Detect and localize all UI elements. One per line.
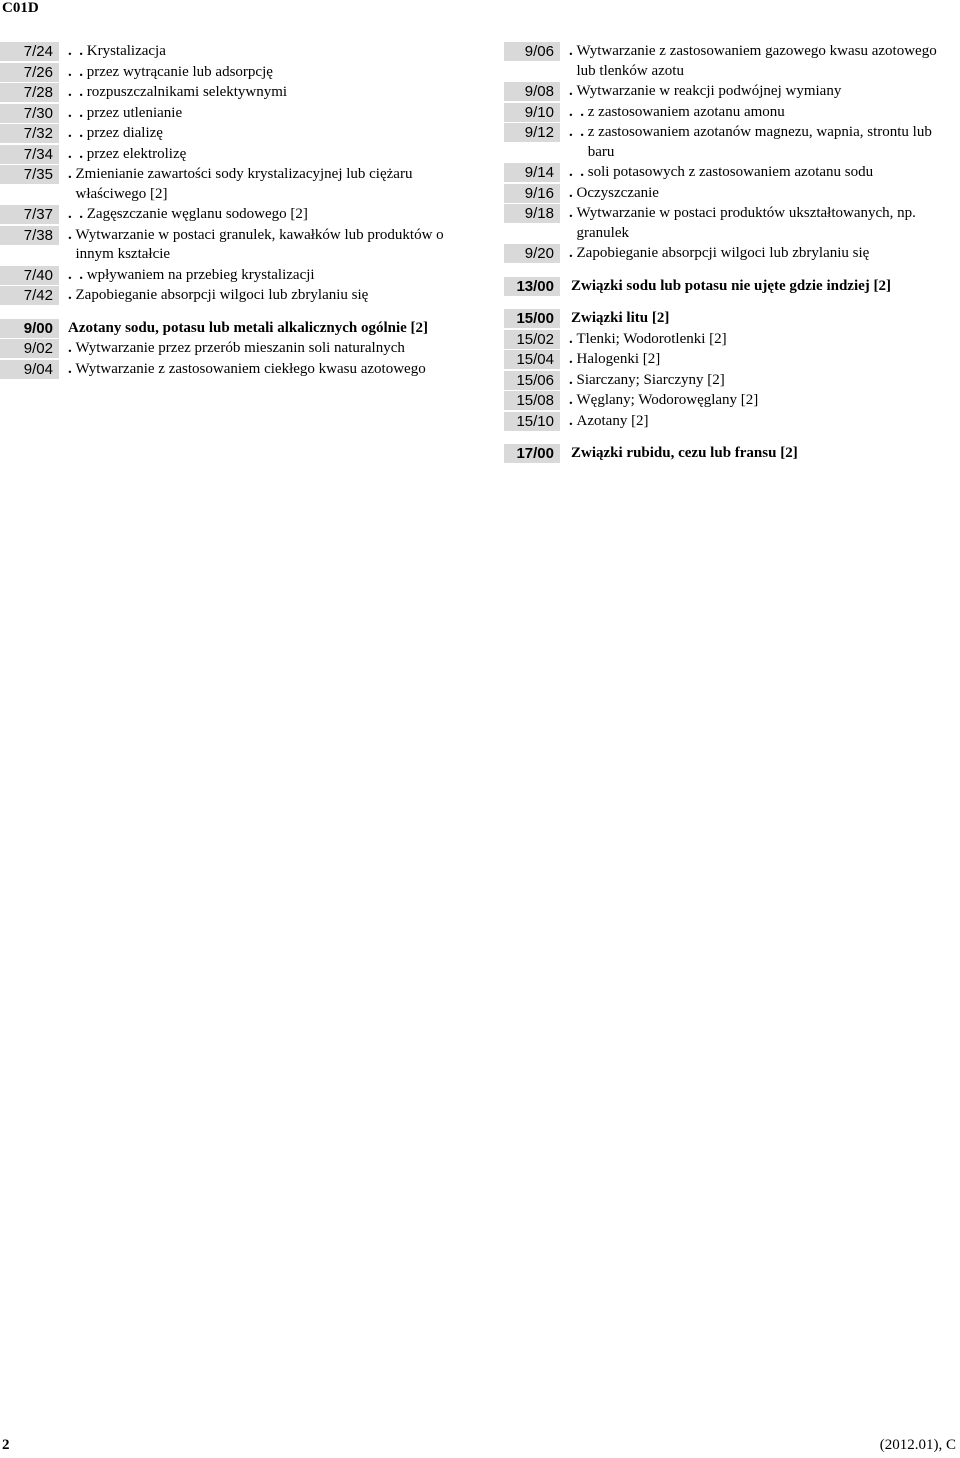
- entry-title: [560, 412, 958, 432]
- classification-entry: [504, 330, 958, 350]
- entry-code: 15/00: [504, 309, 560, 328]
- entry-title: [560, 184, 958, 204]
- entry-text: przez elektrolizę: [86, 145, 187, 162]
- entry-title: [59, 145, 450, 165]
- entry-code: 13/00: [504, 277, 560, 296]
- entry-text: Wytwarzanie z zastosowaniem gazowego kwasu azotowego lub tlenków azotu: [576, 43, 937, 79]
- entry-title: [59, 165, 450, 204]
- entry-code: 7/32: [0, 124, 59, 143]
- entry-code: 9/10: [504, 103, 560, 122]
- indent-dots: .: [569, 184, 577, 201]
- entry-title: [560, 244, 958, 264]
- indent-dots: .: [569, 371, 577, 388]
- entry-text: Wytwarzanie w postaci granulek, kawałków lub produktów o innym kształcie: [75, 226, 444, 262]
- entry-text: z zastosowaniem azotanów magnezu, wapnia, strontu lub baru: [587, 124, 932, 160]
- entry-text: Krystalizacja: [86, 43, 166, 59]
- entry-title: [560, 350, 958, 370]
- classification-entry: [504, 277, 958, 297]
- entry-code: 7/24: [0, 42, 59, 61]
- indent-dots: .: [569, 83, 577, 99]
- entry-code: 9/12: [504, 123, 560, 142]
- entry-title: [59, 63, 450, 83]
- entry-text: Węglany; Wodorowęglany [2]: [576, 392, 759, 408]
- classification-entry: [504, 412, 958, 432]
- entry-code: 7/42: [0, 286, 59, 305]
- entry-text: przez wytrącanie lub adsorpcję: [86, 63, 273, 80]
- entry-code: 7/35: [0, 165, 59, 184]
- entry-code: 7/40: [0, 266, 59, 285]
- classification-entry: [504, 371, 958, 391]
- classification-entry: [0, 286, 450, 306]
- classification-entry: [0, 83, 450, 103]
- entry-code: 9/06: [504, 42, 560, 61]
- entry-code: 7/30: [0, 104, 59, 123]
- entry-text: Siarczany; Siarczyny [2]: [576, 371, 725, 388]
- entry-title: [560, 82, 958, 102]
- classification-entry: [504, 391, 958, 411]
- indent-dots: . .: [68, 206, 87, 222]
- entry-code: 9/04: [0, 360, 59, 379]
- entry-code: 15/10: [504, 412, 560, 431]
- entry-code: 9/00: [0, 319, 59, 338]
- entry-text: przez utlenianie: [86, 104, 183, 121]
- entry-title: [59, 319, 450, 339]
- entry-code: 9/16: [504, 184, 560, 203]
- entry-code: 9/18: [504, 204, 560, 223]
- indent-dots: .: [68, 340, 76, 356]
- entry-title: [560, 330, 958, 350]
- entry-text: Wytwarzanie z zastosowaniem ciekłego kwasu azotowego: [75, 360, 426, 377]
- classification-entry: [0, 319, 450, 339]
- entry-code: 17/00: [504, 444, 560, 463]
- entry-title: [59, 266, 450, 286]
- indent-dots: .: [569, 43, 577, 59]
- entry-title: [560, 371, 958, 391]
- classification-entry: [0, 63, 450, 83]
- indent-dots: . .: [569, 124, 588, 140]
- classification-entry: [0, 339, 450, 359]
- entry-text: Wytwarzanie w reakcji podwójnej wymiany: [576, 83, 842, 99]
- entry-text: Azotany [2]: [576, 412, 649, 429]
- entry-text: wpływaniem na przebieg krystalizacji: [86, 266, 315, 283]
- entry-code: 7/37: [0, 205, 59, 224]
- entry-text: Związki rubidu, cezu lub fransu [2]: [571, 445, 798, 461]
- classification-entry: [504, 184, 958, 204]
- entry-code: 9/20: [504, 244, 560, 263]
- entry-title: [560, 103, 958, 123]
- entry-code: 7/38: [0, 226, 59, 245]
- entry-title: [59, 42, 450, 62]
- entry-code: 15/06: [504, 371, 560, 390]
- edition-label: (2012.01), C: [879, 1437, 956, 1453]
- entry-code: 15/02: [504, 330, 560, 349]
- classification-entry: [0, 360, 450, 380]
- classification-entry: [0, 266, 450, 286]
- indent-dots: . .: [569, 164, 588, 180]
- entry-text: Azotany sodu, potasu lub metali alkalicznych ogólnie [2]: [68, 319, 429, 336]
- entry-code: 9/02: [0, 339, 59, 358]
- indent-dots: . .: [68, 266, 87, 283]
- indent-dots: . .: [68, 63, 87, 80]
- entry-code: 7/28: [0, 83, 59, 102]
- entry-text: Zmienianie zawartości sody krystalizacyjnej lub ciężaru właściwego [2]: [75, 166, 413, 202]
- indent-dots: .: [569, 330, 577, 347]
- classification-entry: [0, 104, 450, 124]
- entry-text: Zapobieganie absorpcji wilgoci lub zbrylaniu się: [75, 287, 369, 303]
- entry-title: [560, 391, 958, 411]
- indent-dots: .: [68, 360, 76, 377]
- right-column: [504, 42, 958, 465]
- classification-entry: [504, 163, 958, 183]
- entry-title: [560, 123, 958, 162]
- indent-dots: .: [569, 351, 577, 367]
- indent-dots: . .: [68, 84, 87, 100]
- indent-dots: .: [68, 287, 76, 303]
- entry-title: [560, 444, 958, 464]
- classification-entry: [504, 204, 958, 243]
- indent-dots: .: [68, 166, 76, 182]
- entry-code: 9/14: [504, 163, 560, 182]
- entry-title: [560, 42, 958, 81]
- entry-code: 15/08: [504, 391, 560, 410]
- indent-dots: . .: [68, 104, 87, 121]
- entry-text: soli potasowych z zastosowaniem azotanu sodu: [587, 164, 874, 180]
- entry-text: Halogenki [2]: [576, 351, 661, 367]
- entry-text: przez dializę: [86, 125, 163, 141]
- entry-title: [59, 360, 450, 380]
- entry-text: rozpuszczalnikami selektywnymi: [86, 84, 288, 100]
- classification-entry: [0, 42, 450, 62]
- classification-entry: [504, 444, 958, 464]
- entry-text: Związki sodu lub potasu nie ujęte gdzie indziej [2]: [571, 277, 892, 294]
- entry-code: 7/34: [0, 145, 59, 164]
- classification-entry: [0, 205, 450, 225]
- entry-title: [59, 286, 450, 306]
- entry-text: Tlenki; Wodorotlenki [2]: [576, 330, 727, 347]
- classification-entry: [504, 82, 958, 102]
- classification-entry: [0, 145, 450, 165]
- entry-title: [560, 277, 958, 297]
- entry-text: Zapobieganie absorpcji wilgoci lub zbrylaniu się: [576, 245, 870, 261]
- entry-text: Oczyszczanie: [576, 184, 659, 201]
- left-column: [0, 42, 450, 380]
- classification-entry: [0, 124, 450, 144]
- entry-text: z zastosowaniem azotanu amonu: [587, 103, 785, 120]
- entry-code: 9/08: [504, 82, 560, 101]
- page-number: 2: [2, 1437, 10, 1453]
- indent-dots: . .: [68, 145, 87, 162]
- indent-dots: . .: [68, 43, 87, 59]
- classification-entry: [504, 350, 958, 370]
- entry-title: [560, 163, 958, 183]
- classification-entry: [0, 226, 450, 265]
- indent-dots: . .: [569, 103, 588, 120]
- entry-title: [560, 204, 958, 243]
- entry-code: 7/26: [0, 63, 59, 82]
- indent-dots: .: [569, 205, 577, 221]
- indent-dots: .: [569, 392, 577, 408]
- classification-entry: [0, 165, 450, 204]
- entry-text: Związki litu [2]: [571, 310, 670, 326]
- entry-title: [59, 124, 450, 144]
- entry-title: [59, 339, 450, 359]
- classification-header: C01D: [2, 0, 39, 16]
- indent-dots: . .: [68, 125, 87, 141]
- entry-text: Wytwarzanie przez przerób mieszanin soli naturalnych: [75, 340, 405, 356]
- indent-dots: .: [569, 245, 577, 261]
- classification-entry: [504, 42, 958, 81]
- entry-text: Zagęszczanie węglanu sodowego [2]: [86, 206, 308, 222]
- entry-text: Wytwarzanie w postaci produktów ukształtowanych, np. granulek: [576, 205, 916, 241]
- entry-title: [59, 83, 450, 103]
- indent-dots: .: [569, 412, 577, 429]
- classification-entry: [504, 123, 958, 162]
- classification-entry: [504, 103, 958, 123]
- entry-code: 15/04: [504, 350, 560, 369]
- entry-title: [59, 205, 450, 225]
- entry-title: [59, 226, 450, 265]
- entry-title: [59, 104, 450, 124]
- indent-dots: .: [68, 226, 76, 243]
- classification-entry: [504, 309, 958, 329]
- classification-entry: [504, 244, 958, 264]
- entry-title: [560, 309, 958, 329]
